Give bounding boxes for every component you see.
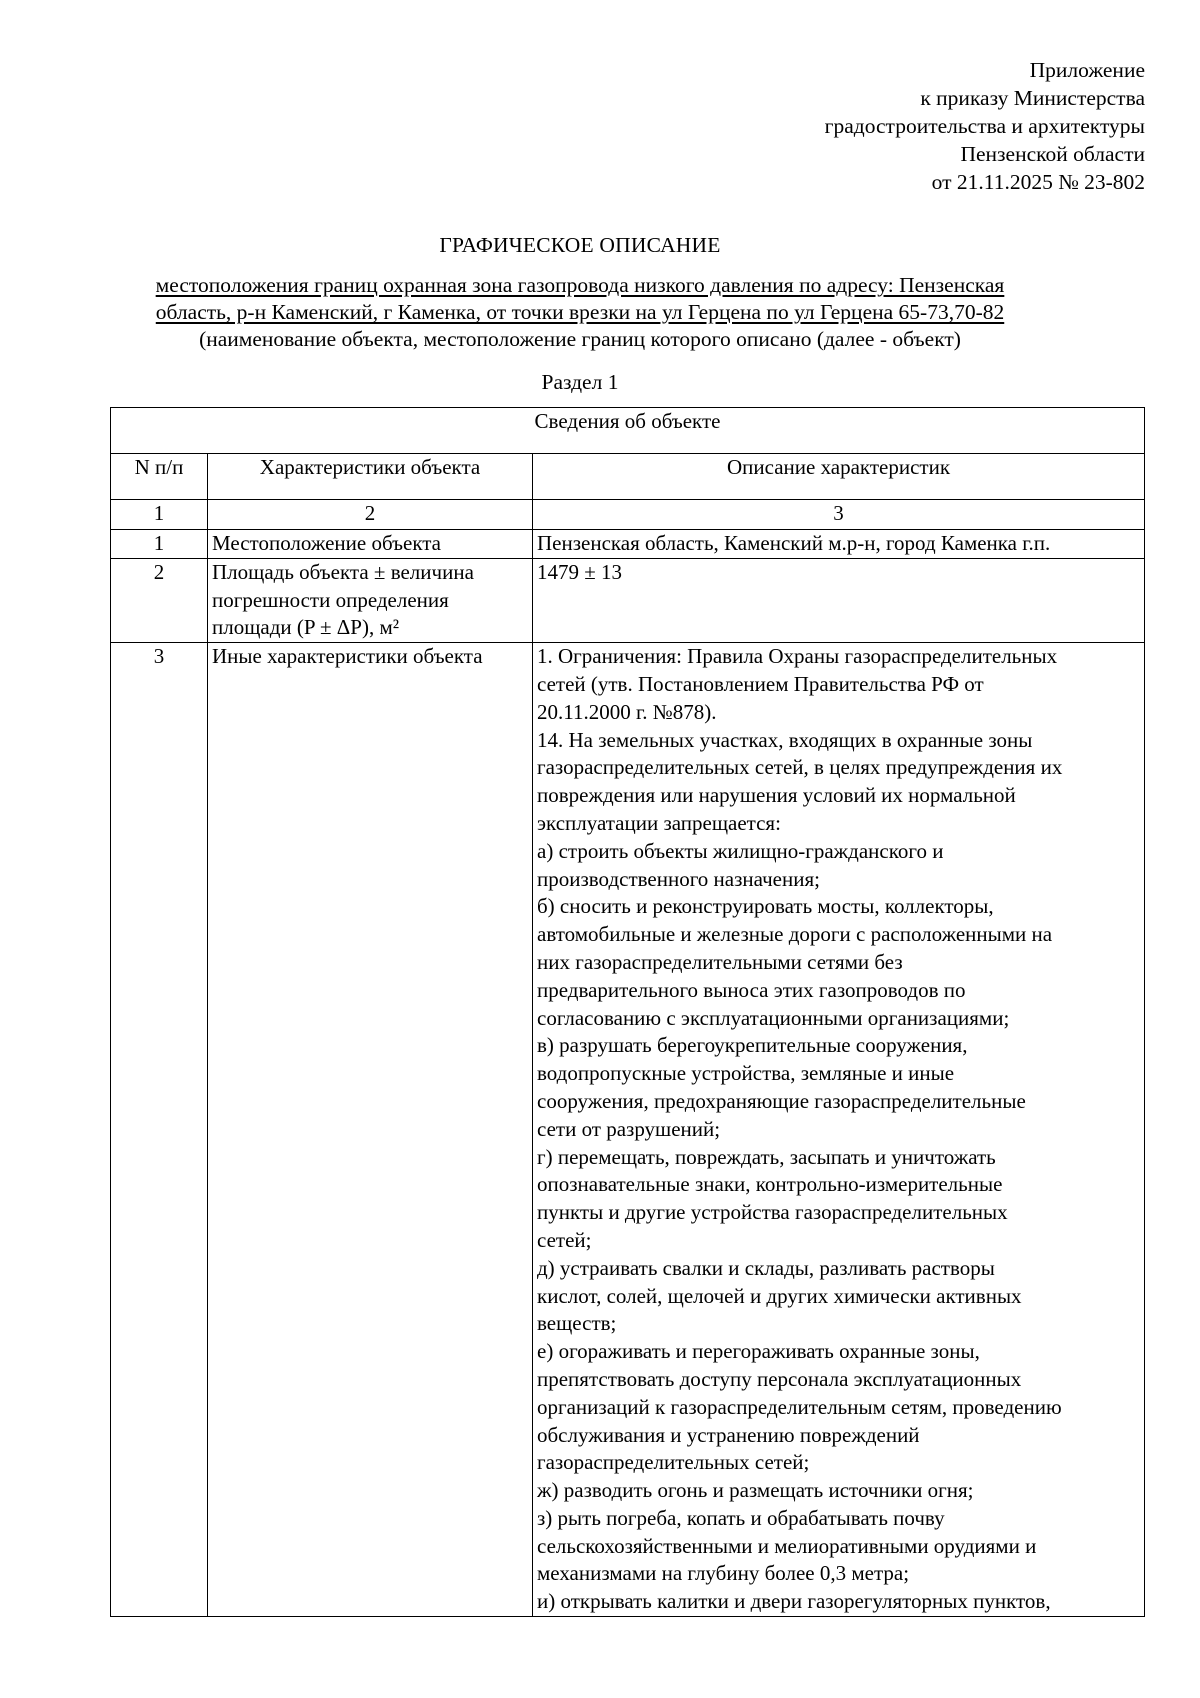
text-line: и) открывать калитки и двери газорегуляторных пунктов, — [537, 1589, 1051, 1614]
row-description — [533, 558, 1145, 642]
text-line: автомобильные и железные дороги с расположенными на — [537, 922, 1053, 947]
header-characteristics: Характеристики объекта — [208, 454, 533, 500]
row-characteristic — [208, 558, 533, 642]
object-name-line-1: местоположения границ охранная зона газопровода низкого давления по адресу: Пензенская — [155, 273, 1005, 297]
text-line: Местоположение объекта — [212, 531, 442, 555]
text-line: е) огораживать и перегораживать охранные зоны, — [537, 1339, 980, 1364]
row-num: 2 — [111, 558, 208, 642]
row-characteristic — [208, 530, 533, 559]
text-line: Иные характеристики объекта — [212, 644, 483, 669]
table-row — [111, 643, 1145, 1617]
column-number: 1 — [111, 500, 208, 530]
header-num: N п/п — [111, 454, 208, 500]
appendix-line: к приказу Министерства — [920, 86, 1145, 110]
table-caption-row — [111, 408, 1145, 454]
text-line: д) устраивать свалки и склады, разливать растворы — [537, 1255, 995, 1280]
text-line: площади (P ± ΔP), м² — [212, 615, 400, 640]
document-title: ГРАФИЧЕСКОЕ ОПИСАНИЕ — [439, 233, 721, 257]
column-number: 2 — [208, 500, 533, 530]
text-line: водопропускные устройства, земляные и иные — [537, 1061, 955, 1086]
column-number-row — [111, 500, 1145, 530]
text-line: них газораспределительными сетями без — [537, 949, 903, 974]
row-num: 1 — [111, 530, 208, 559]
text-line: г) перемещать, повреждать, засыпать и уничтожать — [537, 1144, 996, 1169]
row-characteristic — [208, 643, 533, 1617]
section-label: Раздел 1 — [541, 370, 619, 394]
text-line: сооружения, предохраняющие газораспределительные — [537, 1088, 1026, 1113]
text-line: эксплуатации запрещается: — [537, 810, 781, 835]
appendix-line: Приложение — [1029, 58, 1145, 82]
table-row — [111, 558, 1145, 642]
text-line: 1479 ± 13 — [537, 559, 623, 584]
appendix-block — [825, 56, 1145, 196]
text-line: погрешности определения — [212, 587, 449, 612]
text-line: сети от разрушений; — [537, 1116, 721, 1141]
text-line: механизмами на глубину более 0,3 метра; — [537, 1561, 910, 1586]
text-line: пункты и другие устройства газораспределительных — [537, 1200, 1008, 1225]
column-number: 3 — [533, 500, 1145, 530]
text-line: повреждения или нарушения условий их нормальной — [537, 783, 1016, 808]
table-caption: Сведения об объекте — [111, 408, 1145, 454]
text-line: кислот, солей, щелочей и других химически активных — [537, 1283, 1022, 1308]
text-line: препятствовать доступу персонала эксплуатационных — [537, 1366, 1022, 1391]
object-info-table — [110, 407, 1145, 1617]
text-line: в) разрушать берегоукрепительные сооружения, — [537, 1033, 968, 1058]
text-line: ж) разводить огонь и размещать источники огня; — [537, 1478, 974, 1503]
row-description — [533, 643, 1145, 1617]
text-line: веществ; — [537, 1311, 617, 1336]
object-name-line-2: область, р-н Каменский, г Каменка, от точки врезки на ул Герцена по ул Герцена 65-73,70-82 — [155, 300, 1005, 324]
row-description — [533, 530, 1145, 559]
appendix-line: градостроительства и архитектуры — [824, 114, 1145, 138]
appendix-line: от 21.11.2025 № 23-802 — [931, 170, 1145, 194]
table-row — [111, 530, 1145, 559]
text-line: Пензенская область, Каменский м.р-н, город Каменка г.п. — [537, 531, 1051, 555]
text-line: 20.11.2000 г. №878). — [537, 699, 717, 724]
text-line: сетей (утв. Постановлением Правительства РФ от — [537, 671, 984, 696]
text-line: сетей; — [537, 1227, 592, 1252]
text-line: 1. Ограничения: Правила Охраны газораспределительных — [537, 644, 1058, 669]
text-line: Площадь объекта ± величина — [212, 559, 474, 584]
object-name-note: (наименование объекта, местоположение границ которого описано (далее - объект) — [199, 327, 961, 351]
text-line: согласованию с эксплуатационными организациями; — [537, 1005, 1010, 1030]
appendix-line: Пензенской области — [960, 142, 1145, 166]
text-line: газораспределительных сетей, в целях предупреждения их — [537, 755, 1063, 780]
object-description — [100, 272, 1060, 353]
text-line: организаций к газораспределительным сетям, проведению — [537, 1394, 1062, 1419]
text-line: газораспределительных сетей; — [537, 1450, 810, 1475]
text-line: 14. На земельных участках, входящих в охранные зоны — [537, 727, 1033, 752]
text-line: предварительного выноса этих газопроводов по — [537, 977, 966, 1002]
text-line: обслуживания и устранению повреждений — [537, 1422, 920, 1447]
text-line: а) строить объекты жилищно-гражданского и — [537, 838, 944, 863]
text-line: з) рыть погреба, копать и обрабатывать почву — [537, 1505, 945, 1530]
header-description: Описание характеристик — [533, 454, 1145, 500]
text-line: опознавательные знаки, контрольно-измерительные — [537, 1172, 1003, 1197]
text-line: сельскохозяйственными и мелиоративными орудиями и — [537, 1533, 1037, 1558]
text-line: б) сносить и реконструировать мосты, коллекторы, — [537, 894, 994, 919]
text-line: производственного назначения; — [537, 866, 820, 891]
table-header-row — [111, 454, 1145, 500]
row-num: 3 — [111, 643, 208, 1617]
